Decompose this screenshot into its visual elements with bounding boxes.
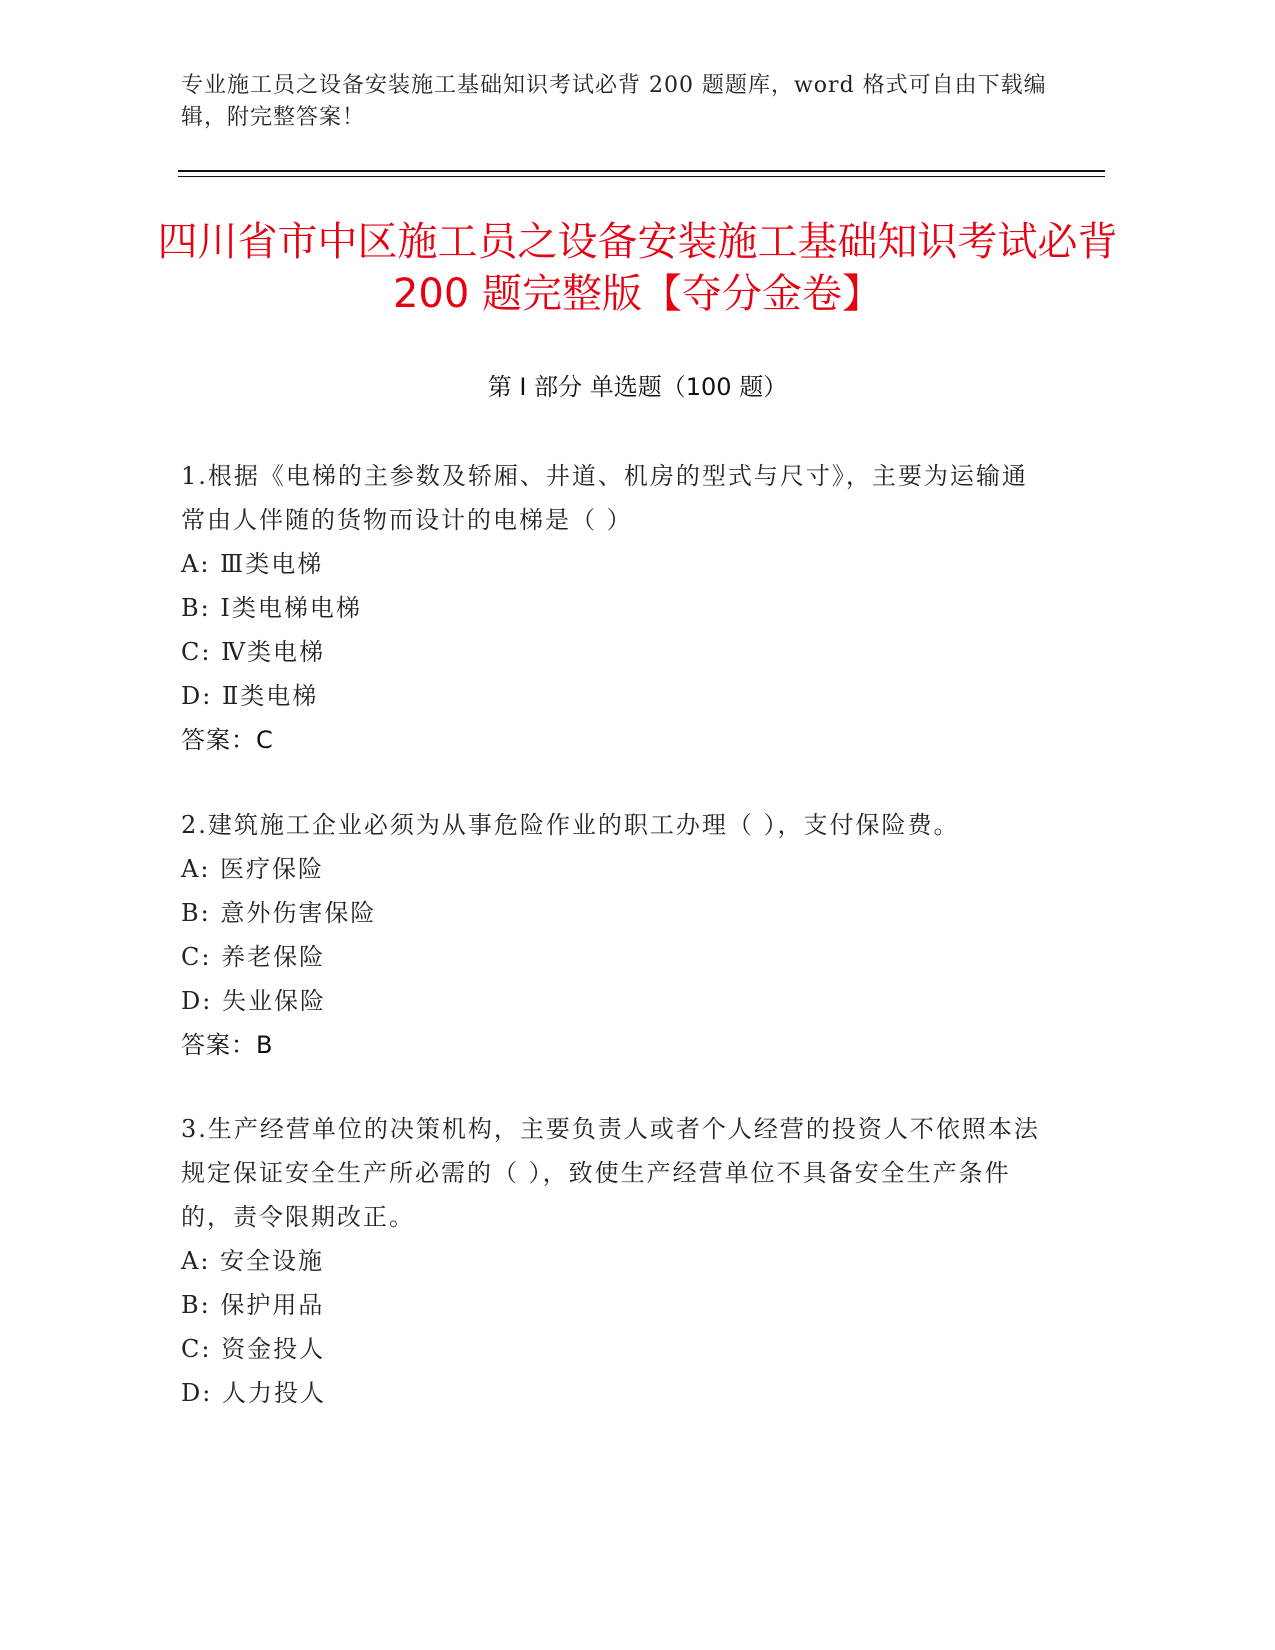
header-divider-thin (178, 176, 1105, 177)
option-b: B: Ⅰ类电梯电梯 (181, 594, 362, 622)
option-c: C: 养老保险 (181, 943, 326, 971)
question-2 (181, 803, 1041, 1067)
option-d: D: 失业保险 (181, 987, 326, 1015)
option-c: C: 资金投人 (181, 1335, 326, 1363)
question-1 (181, 454, 1041, 762)
option-b: B: 意外伤害保险 (181, 899, 377, 927)
answer: 答案：B (181, 1031, 274, 1059)
question-text: 3.生产经营单位的决策机构，主要负责人或者个人经营的投资人不依照本法规定保证安全生产所必需的（ ），致使生产经营单位不具备安全生产条件的，责令限期改正。 (181, 1115, 1040, 1231)
header-note: 专业施工员之设备安装施工基础知识考试必背 200 题题库，word 格式可自由下载编辑，附完整答案！ (181, 73, 1047, 130)
option-c: C: Ⅳ类电梯 (181, 638, 326, 666)
option-d: D: 人力投人 (181, 1379, 326, 1407)
answer: 答案：C (181, 726, 274, 754)
option-a: A: 医疗保险 (181, 855, 325, 883)
document-title: 四川省市中区施工员之设备安装施工基础知识考试必背 200 题完整版【夺分金卷】 (157, 219, 1118, 317)
header-divider-thick (178, 170, 1105, 172)
option-b: B: 保护用品 (181, 1291, 325, 1319)
section-heading: 第 I 部分 单选题（100 题） (487, 373, 788, 401)
question-text: 2.建筑施工企业必须为从事危险作业的职工办理（ ），支付保险费。 (181, 811, 960, 839)
question-3 (181, 1107, 1041, 1415)
option-d: D: Ⅱ类电梯 (181, 682, 319, 710)
question-text: 1.根据《电梯的主参数及轿厢、井道、机房的型式与尺寸》，主要为运输通常由人伴随的货物而设计的电梯是（ ） (181, 462, 1028, 534)
option-a: A: 安全设施 (181, 1247, 325, 1275)
option-a: A: Ⅲ类电梯 (181, 550, 324, 578)
